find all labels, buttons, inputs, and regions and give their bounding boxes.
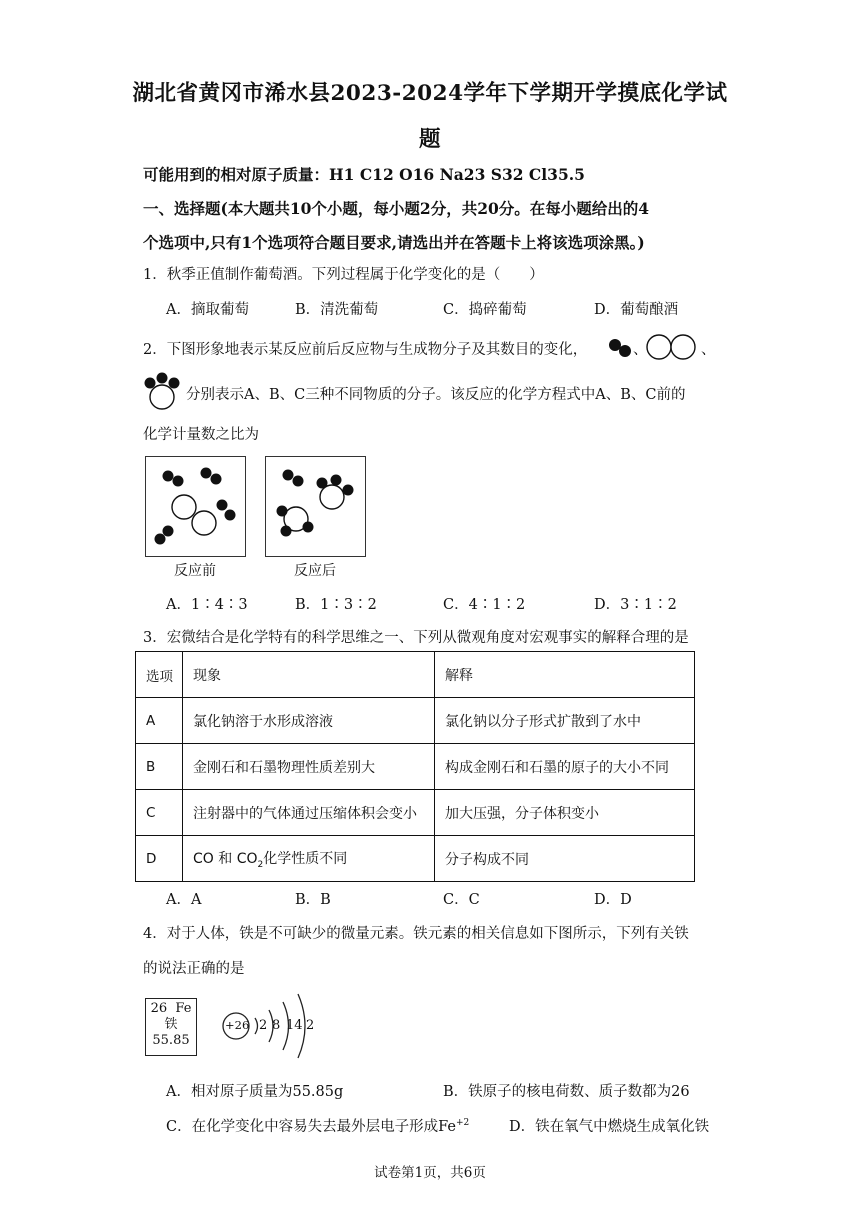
element-number-symbol	[146, 1001, 196, 1017]
page-title-line1: 湖北省黄冈市浠水县2023-2024学年下学期开学摸底化学试	[132, 81, 728, 106]
q2-option-b: B．1∶3∶2	[295, 597, 377, 613]
table-cell: D	[136, 836, 183, 882]
q2-stem-part3: 化学计量数之比为	[143, 427, 259, 443]
q3-option-c: C．C	[443, 892, 480, 908]
q3-table	[135, 651, 695, 882]
table-row	[136, 698, 695, 744]
shell-4-count: 2	[306, 1018, 315, 1033]
q2-separator-1: 、	[633, 342, 648, 358]
q1-stem: 1．秋季正值制作葡萄酒。下列过程属于化学变化的是（ ）	[143, 267, 544, 283]
shell-1-count: 2	[259, 1018, 268, 1033]
q2-option-d: D．3∶1∶2	[594, 597, 677, 613]
shell-3-count: 14	[286, 1018, 303, 1033]
atomic-mass: 55.85	[152, 1033, 190, 1048]
table-cell: 加大压强，分子体积变小	[435, 790, 695, 836]
q3-option-a: A．A	[166, 892, 202, 908]
q4-option-d: D．铁在氧气中燃烧生成氧化铁	[509, 1119, 710, 1135]
q1-option-a: A．摘取葡萄	[166, 302, 249, 318]
q4-option-c-text: C．在化学变化中容易失去最外层电子形成Fe	[166, 1119, 456, 1135]
q4-option-a: A．相对原子质量为55.85g	[166, 1084, 344, 1100]
table-row	[136, 744, 695, 790]
q1-option-d: D．葡萄酿酒	[594, 302, 679, 318]
q2-separator-2: 、	[701, 342, 716, 358]
reaction-after-box	[265, 456, 366, 557]
table-header-option: 选项	[136, 652, 183, 698]
table-cell	[183, 836, 435, 882]
table-cell: 构成金刚石和石墨的原子的大小不同	[435, 744, 695, 790]
page-title-line2: 题	[418, 127, 441, 152]
table-cell: 氯化钠溶于水形成溶液	[183, 698, 435, 744]
molecule-b-icon	[644, 331, 700, 363]
atomic-number: 26	[150, 1001, 168, 1016]
table-cell: 注射器中的气体通过压缩体积会变小	[183, 790, 435, 836]
label-after: 反应后	[294, 563, 336, 579]
q3-option-b: B．B	[295, 892, 331, 908]
q4-stem-line2: 的说法正确的是	[143, 961, 245, 977]
nucleus-charge: +26	[225, 1018, 250, 1032]
section1-heading-line2: 个选项中,只有1个选项符合题目要求,请选出并在答题卡上将该选项涂黑。)	[143, 233, 645, 252]
q1-option-c: C．捣碎葡萄	[443, 302, 527, 318]
atomic-mass-note: 可能用到的相对原子质量：H1 C12 O16 Na23 S32 Cl35.5	[143, 165, 585, 184]
element-symbol: Fe	[175, 1001, 192, 1016]
q4-option-b: B．铁原子的核电荷数、质子数都为26	[443, 1084, 690, 1100]
q3-stem: 3．宏微结合是化学特有的科学思维之一、下列从微观角度对宏观事实的解释合理的是	[143, 630, 689, 646]
q2-stem-part1: 2．下图形象地表示某反应前后反应物与生成物分子及其数目的变化，	[143, 342, 588, 358]
q1-option-b: B．清洗葡萄	[295, 302, 379, 318]
table-cell: B	[136, 744, 183, 790]
table-row	[136, 790, 695, 836]
q4-stem-line1: 4．对于人体，铁是不可缺少的微量元素。铁元素的相关信息如下图所示，下列有关铁	[143, 926, 689, 942]
q3-option-d: D．D	[594, 892, 632, 908]
row-d-phenomenon: 化学性质不同	[263, 850, 348, 867]
shell-2-count: 8	[272, 1018, 281, 1033]
q4-option-c-superscript: +2	[455, 1118, 470, 1129]
reaction-before-box	[145, 456, 246, 557]
table-cell: 分子构成不同	[435, 836, 695, 882]
page-footer: 试卷第1页，共6页	[374, 1165, 486, 1181]
table-header-explanation: 解释	[435, 652, 695, 698]
q2-option-a: A．1∶4∶3	[166, 597, 248, 613]
element-card	[145, 998, 197, 1056]
element-name: 铁	[164, 1017, 178, 1032]
molecule-a-icon	[604, 334, 636, 360]
section1-heading-line1: 一、选择题(本大题共10个小题，每小题2分，共20分。在每小题给出的4	[143, 199, 650, 218]
formula-subscript: 2	[257, 859, 264, 870]
table-row	[136, 836, 695, 882]
q2-option-c: C．4∶1∶2	[443, 597, 526, 613]
formula-co: CO 和 CO	[193, 850, 258, 867]
table-cell: A	[136, 698, 183, 744]
molecule-c-icon	[143, 372, 185, 412]
table-cell: 金刚石和石墨物理性质差别大	[183, 744, 435, 790]
q4-option-c	[166, 1115, 469, 1136]
table-header-phenomenon: 现象	[183, 652, 435, 698]
q2-stem-part2: 分别表示A、B、C三种不同物质的分子。该反应的化学方程式中A、B、C前的	[186, 387, 686, 403]
table-header-row	[136, 652, 695, 698]
table-cell: C	[136, 790, 183, 836]
label-before: 反应前	[174, 563, 216, 579]
table-cell: 氯化钠以分子形式扩散到了水中	[435, 698, 695, 744]
